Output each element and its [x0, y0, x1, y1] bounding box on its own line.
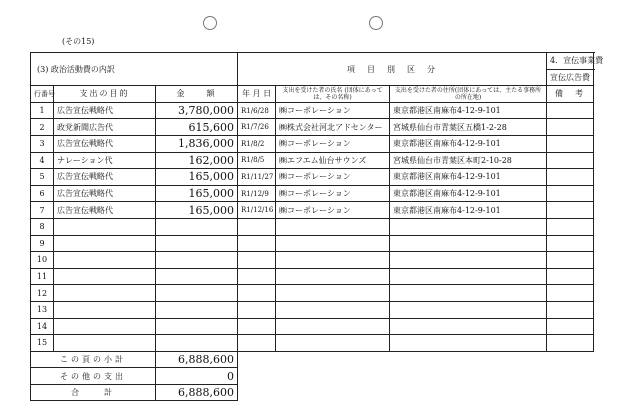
address-cell	[390, 318, 547, 335]
date-cell: R1/11/27	[238, 169, 276, 186]
row-number: 13	[31, 301, 54, 318]
purpose-cell	[54, 252, 156, 269]
purpose-cell	[54, 335, 156, 352]
purpose-cell: 広告宣伝戦略代	[54, 135, 156, 152]
address-cell: 東京都港区南麻布4-12-9-101	[390, 135, 547, 152]
payee-cell: ㈱コーポレーション	[276, 102, 390, 119]
subcategory-value: 宣伝広告費	[547, 69, 594, 86]
amount-cell: 1,836,000	[156, 135, 238, 152]
date-cell	[238, 318, 276, 335]
payee-cell: ㈱株式会社河北アドセンター	[276, 119, 390, 136]
category-value: 4．宣伝事業費	[547, 53, 594, 70]
address-cell: 東京都港区南麻布4-12-9-101	[390, 185, 547, 202]
payee-cell	[276, 268, 390, 285]
total-row	[31, 384, 594, 401]
header-address: 支出を受けた者の住所(団体にあっては、主たる事務所の所在地)	[390, 86, 547, 103]
ledger-rows	[31, 102, 594, 351]
table-row	[31, 152, 594, 169]
row-number: 3	[31, 135, 54, 152]
payee-cell: ㈱コーポレーション	[276, 169, 390, 186]
payee-cell	[276, 218, 390, 235]
category-header: 項 目 別 区 分	[238, 53, 547, 86]
note-cell	[547, 218, 594, 235]
purpose-cell	[54, 301, 156, 318]
table-row	[31, 252, 594, 269]
amount-cell: 165,000	[156, 185, 238, 202]
purpose-cell: 広告宣伝戦略代	[54, 102, 156, 119]
table-row	[31, 135, 594, 152]
amount-cell	[156, 235, 238, 252]
note-cell	[547, 301, 594, 318]
address-cell	[390, 301, 547, 318]
note-cell	[547, 268, 594, 285]
table-row	[31, 119, 594, 136]
header-row-no: 行番号	[31, 86, 54, 103]
expense-ledger-table	[30, 52, 604, 401]
purpose-cell	[54, 235, 156, 252]
payee-cell	[276, 318, 390, 335]
address-cell: 東京都港区南麻布4-12-9-101	[390, 102, 547, 119]
note-cell	[547, 202, 594, 219]
section-title: (3) 政治活動費の内訳	[31, 53, 238, 86]
purpose-cell: 広告宣伝戦略代	[54, 169, 156, 186]
purpose-cell: ナレーション代	[54, 152, 156, 169]
table-row	[31, 185, 594, 202]
amount-cell: 615,600	[156, 119, 238, 136]
date-cell: R1/8/5	[238, 152, 276, 169]
table-row	[31, 169, 594, 186]
payee-cell: ㈱コーポレーション	[276, 135, 390, 152]
row-number: 12	[31, 285, 54, 302]
header-date: 年 月 日	[238, 86, 276, 103]
amount-cell	[156, 285, 238, 302]
purpose-cell	[54, 285, 156, 302]
note-cell	[547, 185, 594, 202]
address-cell: 宮城県仙台市青葉区五橋1-2-28	[390, 119, 547, 136]
date-cell: R1/12/16	[238, 202, 276, 219]
note-cell	[547, 335, 594, 352]
amount-cell	[156, 301, 238, 318]
title-row	[31, 53, 594, 70]
blank-cell	[238, 384, 594, 401]
header-note: 備 考	[547, 86, 594, 103]
payee-cell	[276, 335, 390, 352]
row-number: 9	[31, 235, 54, 252]
table-row	[31, 102, 594, 119]
row-number: 5	[31, 169, 54, 186]
blank-cell	[238, 368, 594, 385]
other-expenses-row	[31, 368, 594, 385]
note-cell	[547, 318, 594, 335]
address-cell	[390, 285, 547, 302]
address-cell: 東京都港区南麻布4-12-9-101	[390, 202, 547, 219]
note-cell	[547, 102, 594, 119]
note-cell	[547, 119, 594, 136]
amount-cell	[156, 268, 238, 285]
address-cell	[390, 335, 547, 352]
address-cell	[390, 252, 547, 269]
row-number: 14	[31, 318, 54, 335]
note-cell	[547, 252, 594, 269]
other-expenses-amount: 0	[156, 368, 238, 385]
row-number: 8	[31, 218, 54, 235]
table-row	[31, 285, 594, 302]
address-cell: 宮城県仙台市青葉区本町2-10-28	[390, 152, 547, 169]
punch-hole-left	[203, 16, 217, 30]
table-row	[31, 335, 594, 352]
date-cell	[238, 268, 276, 285]
payee-cell	[276, 235, 390, 252]
column-header-row	[31, 86, 594, 103]
row-number: 1	[31, 102, 54, 119]
address-cell	[390, 218, 547, 235]
amount-cell: 165,000	[156, 202, 238, 219]
date-cell	[238, 218, 276, 235]
amount-cell	[156, 218, 238, 235]
table-row	[31, 301, 594, 318]
payee-cell	[276, 285, 390, 302]
note-cell	[547, 135, 594, 152]
row-number: 4	[31, 152, 54, 169]
date-cell	[238, 235, 276, 252]
payee-cell: ㈱エフエム仙台サウンズ	[276, 152, 390, 169]
date-cell	[238, 252, 276, 269]
table-row	[31, 218, 594, 235]
purpose-cell: 広告宣伝戦略代	[54, 185, 156, 202]
row-number: 6	[31, 185, 54, 202]
row-number: 10	[31, 252, 54, 269]
page-label: (その15)	[62, 37, 95, 46]
purpose-cell: 広告宣伝戦略代	[54, 202, 156, 219]
header-payee: 支出を受けた者の氏名 (団体にあっては、その名称)	[276, 86, 390, 103]
row-number: 15	[31, 335, 54, 352]
table-row	[31, 318, 594, 335]
header-amount: 金 額	[156, 86, 238, 103]
page-subtotal-amount: 6,888,600	[156, 351, 238, 368]
purpose-cell	[54, 318, 156, 335]
row-number: 7	[31, 202, 54, 219]
note-cell	[547, 152, 594, 169]
address-cell	[390, 235, 547, 252]
date-cell: R1/6/28	[238, 102, 276, 119]
punch-hole-right	[369, 16, 383, 30]
date-cell	[238, 335, 276, 352]
date-cell: R1/12/9	[238, 185, 276, 202]
table-row	[31, 235, 594, 252]
payee-cell: ㈱コーポレーション	[276, 185, 390, 202]
date-cell	[238, 301, 276, 318]
page-subtotal-row	[31, 351, 594, 368]
header-purpose: 支出の目的	[54, 86, 156, 103]
date-cell	[238, 285, 276, 302]
total-amount: 6,888,600	[156, 384, 238, 401]
amount-cell	[156, 252, 238, 269]
table-row	[31, 268, 594, 285]
payee-cell: ㈱コーポレーション	[276, 202, 390, 219]
note-cell	[547, 235, 594, 252]
payee-cell	[276, 301, 390, 318]
date-cell: R1/8/2	[238, 135, 276, 152]
note-cell	[547, 285, 594, 302]
note-cell	[547, 169, 594, 186]
address-cell	[390, 268, 547, 285]
purpose-cell: 政党新聞広告代	[54, 119, 156, 136]
other-expenses-label: その他の支出	[31, 368, 156, 385]
amount-cell	[156, 335, 238, 352]
row-number: 11	[31, 268, 54, 285]
amount-cell: 162,000	[156, 152, 238, 169]
total-label: 合 計	[31, 384, 156, 401]
table-row	[31, 202, 594, 219]
purpose-cell	[54, 268, 156, 285]
page-subtotal-label: この頁の小計	[31, 351, 156, 368]
blank-cell	[238, 351, 594, 368]
purpose-cell	[54, 218, 156, 235]
amount-cell: 3,780,000	[156, 102, 238, 119]
amount-cell: 165,000	[156, 169, 238, 186]
row-number: 2	[31, 119, 54, 136]
date-cell: R1/7/26	[238, 119, 276, 136]
payee-cell	[276, 252, 390, 269]
address-cell: 東京都港区南麻布4-12-9-101	[390, 169, 547, 186]
amount-cell	[156, 318, 238, 335]
